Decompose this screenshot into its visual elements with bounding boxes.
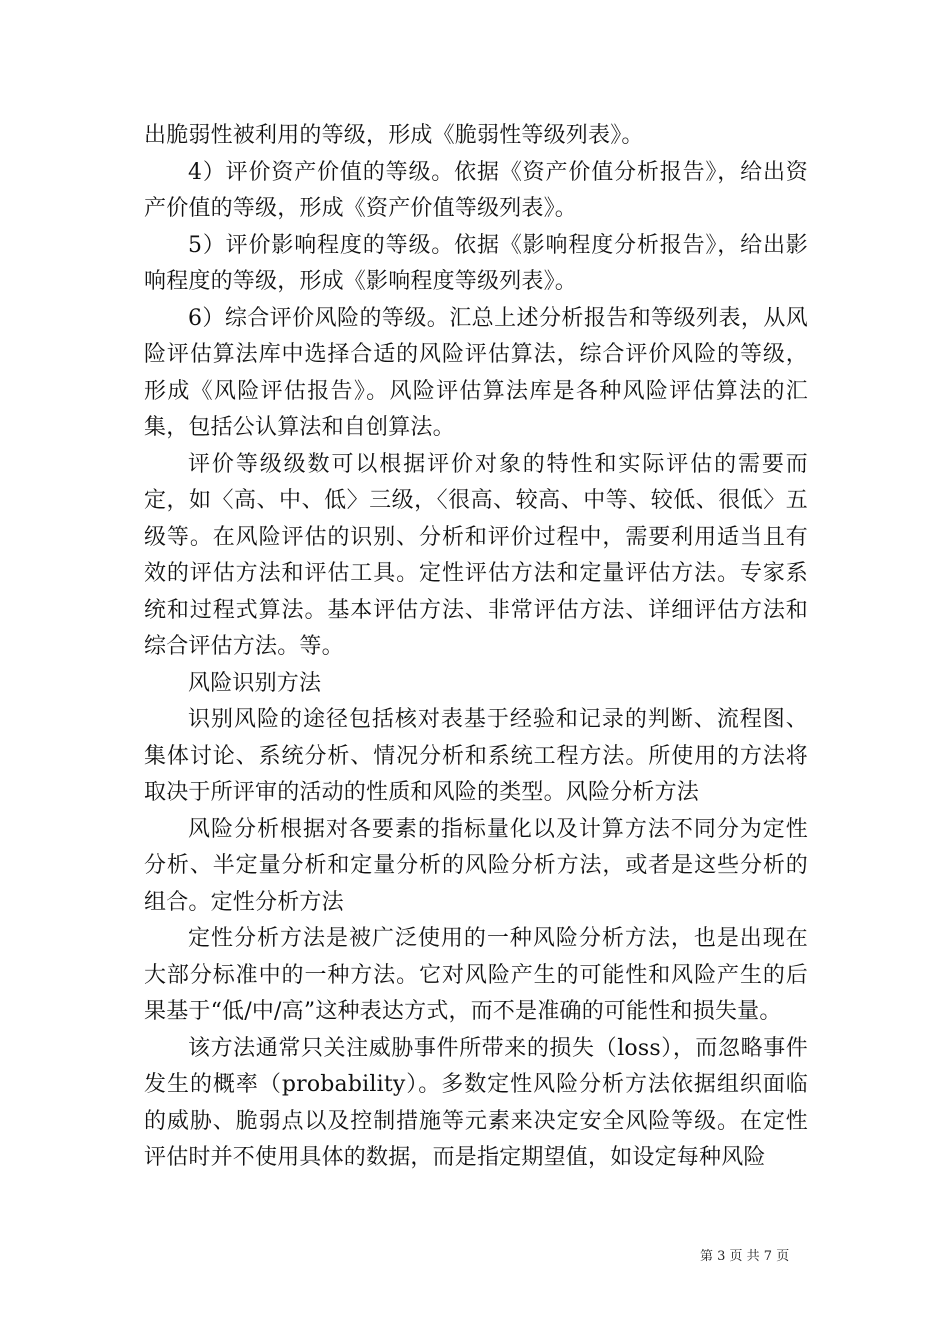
paragraph: 该方法通常只关注威胁事件所带来的损失（loss），而忽略事件发生的概率（probability）。多数定性风险分析方法依据组织面临的威胁、脆弱点以及控制措施等元素来决定安全风险等级。在定性评估时并不使用具体的数据，而是指定期望值，如设定每种风险 — [144, 1035, 808, 1170]
paragraph: 评价等级级数可以根据评价对象的特性和实际评估的需要而定，如〈高、中、低〉三级，〈很高、较高、中等、较低、很低〉五级等。在风险评估的识别、分析和评价过程中，需要利用适当且有效的评估方法和评估工具。定性评估方法和定量评估方法。专家系统和过程式算法。基本评估方法、非常评估方法、详细评估方法和综合评估方法。等。 — [144, 451, 808, 659]
paragraph: 6）综合评价风险的等级。汇总上述分析报告和等级列表，从风险评估算法库中选择合适的风险评估算法，综合评价风险的等级，形成《风险评估报告》。风险评估算法库是各种风险评估算法的汇集，包括公认算法和自创算法。 — [144, 305, 808, 440]
section-heading: 风险识别方法 — [188, 670, 322, 696]
paragraph: 风险分析根据对各要素的指标量化以及计算方法不同分为定性分析、半定量分析和定量分析的风险分析方法，或者是这些分析的组合。定性分析方法 — [144, 816, 808, 915]
paragraph: 出脆弱性被利用的等级，形成《脆弱性等级列表》。 — [144, 123, 644, 148]
paragraph: 识别风险的途径包括核对表基于经验和记录的判断、流程图、集体讨论、系统分析、情况分析和系统工程方法。所使用的方法将取决于所评审的活动的性质和风险的类型。风险分析方法 — [144, 707, 808, 805]
document-body — [144, 118, 808, 1177]
page-number-footer: 第 3 页 共 7 页 — [700, 1249, 790, 1264]
paragraph: 定性分析方法是被广泛使用的一种风险分析方法，也是出现在大部分标准中的一种方法。它对风险产生的可能性和风险产生的后果基于“低/中/高”这种表达方式，而不是准确的可能性和损失量。 — [144, 926, 808, 1024]
paragraph: 5）评价影响程度的等级。依据《影响程度分析报告》，给出影响程度的等级，形成《影响程度等级列表》。 — [144, 232, 808, 294]
paragraph: 4）评价资产价值的等级。依据《资产价值分析报告》，给出资产价值的等级，形成《资产价值等级列表》。 — [144, 159, 808, 221]
